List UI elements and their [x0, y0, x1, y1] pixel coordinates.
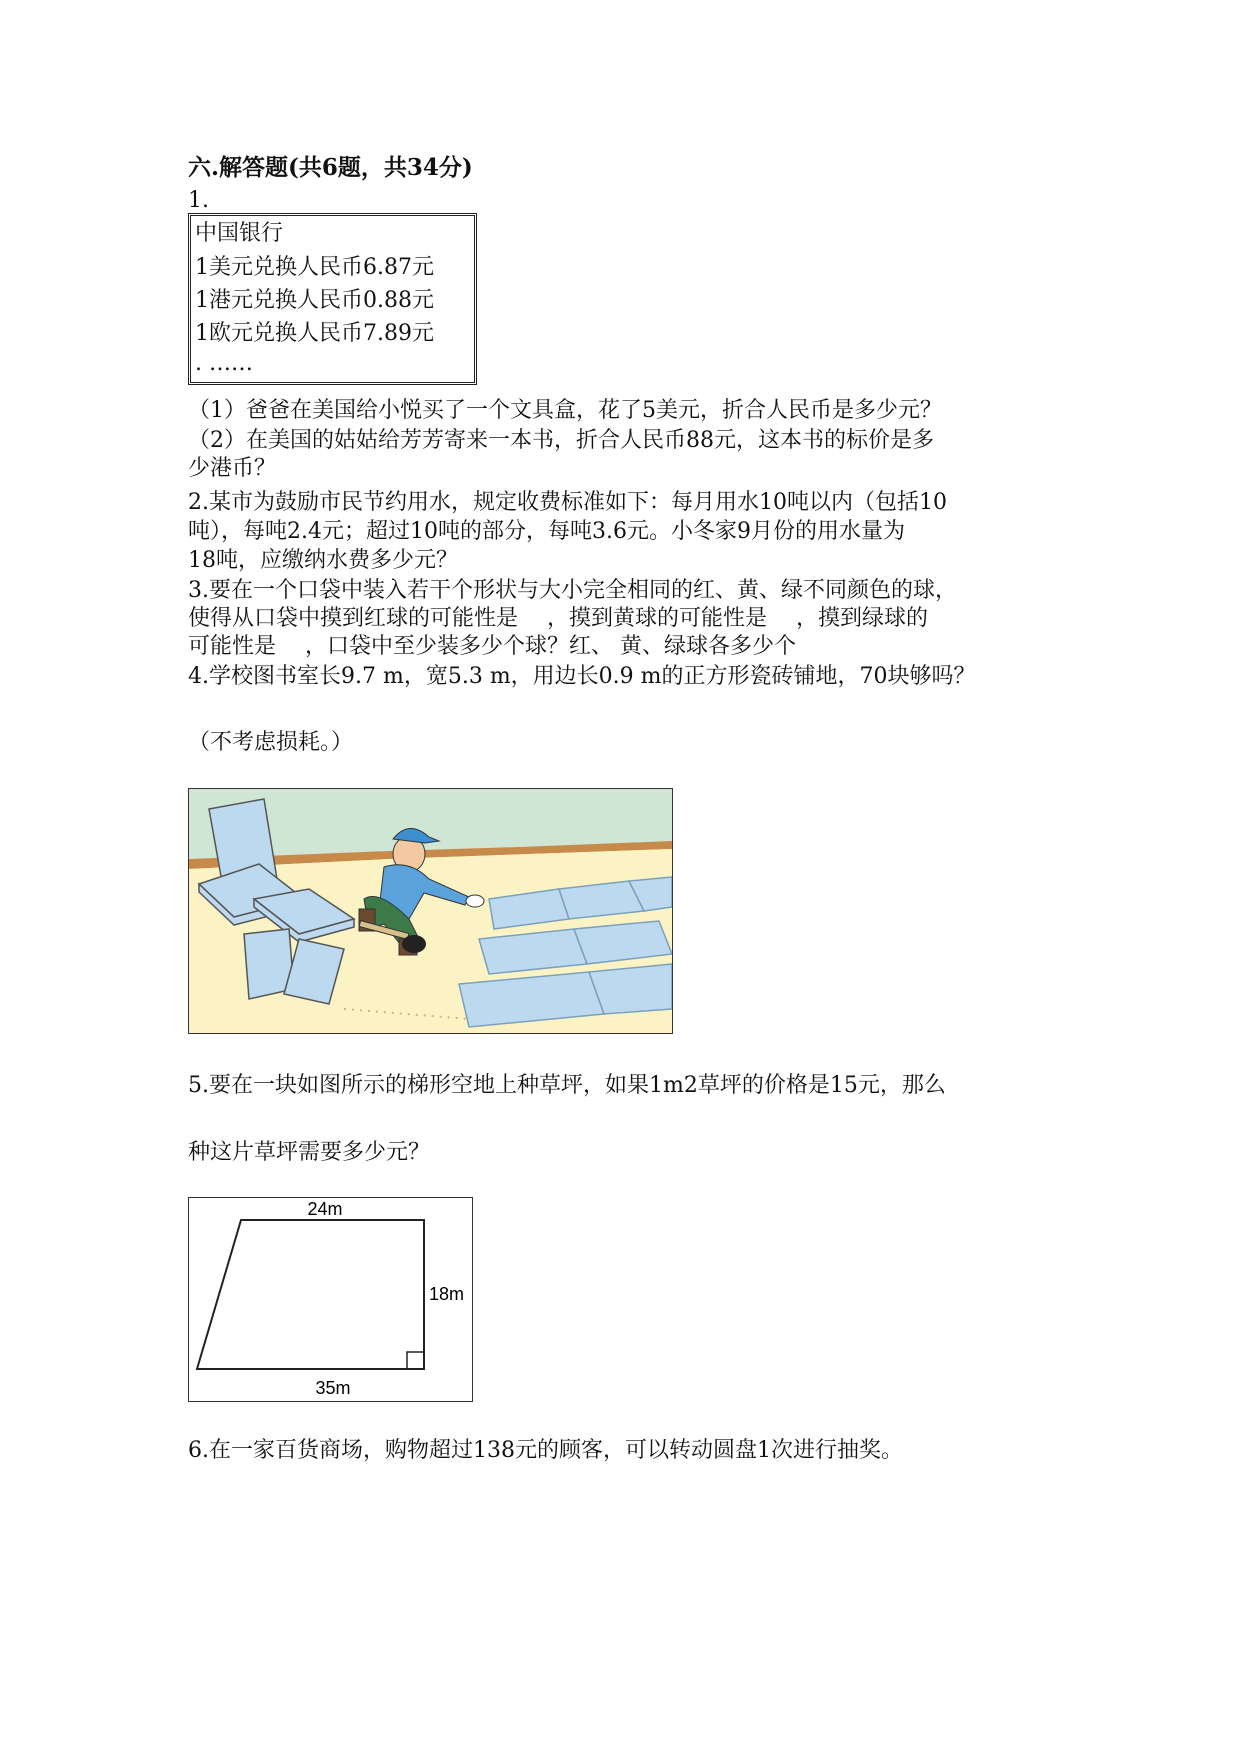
exchange-rate-box: [188, 213, 477, 385]
rate-hkd: 1港元兑换人民币0.88元: [195, 288, 434, 313]
q3-line1: 3.要在一个口袋中装入若干个形状与大小完全相同的红、黄、绿不同颜色的球，: [188, 578, 957, 603]
q5-line2: 种这片草坪需要多少元？: [188, 1140, 431, 1165]
trapezoid-svg: [189, 1198, 472, 1401]
top-base-label: 24m: [307, 1199, 343, 1219]
q6-line1: 6.在一家百货商场，购物超过138元的顾客，可以转动圆盘1次进行抽奖。: [188, 1438, 903, 1463]
section-title: 六.解答题(共6题，共34分): [188, 154, 473, 181]
bottom-base-label: 35m: [315, 1378, 351, 1398]
trapezoid-figure: [188, 1197, 473, 1402]
rate-eur: 1欧元兑换人民币7.89元: [195, 321, 434, 346]
right-angle-mark: [407, 1352, 424, 1369]
tiling-illustration-svg: [189, 789, 672, 1033]
q3-line3: 可能性是 ，口袋中至少装多少个球？红、 黄、绿球各多少个: [188, 634, 796, 659]
q3-line2: 使得从口袋中摸到红球的可能性是 ，摸到黄球的可能性是 ，摸到绿球的: [188, 606, 928, 631]
q1-part2-line2: 少港币？: [188, 456, 277, 481]
question-1-number: 1.: [188, 188, 209, 213]
height-label: 18m: [429, 1284, 465, 1304]
q5-line1: 5.要在一块如图所示的梯形空地上种草坪，如果1m2草坪的价格是15元，那么: [188, 1073, 946, 1098]
q1-part1: （1）爸爸在美国给小悦买了一个文具盒，花了5美元，折合人民币是多少元？: [188, 398, 942, 423]
q2-line2: 吨），每吨2.4元；超过10吨的部分，每吨3.6元。小冬家9月份的用水量为: [188, 519, 905, 544]
q2-line3: 18吨，应缴纳水费多少元？: [188, 548, 458, 573]
tiling-illustration: [188, 788, 673, 1034]
trapezoid-shape: [197, 1220, 424, 1369]
rate-usd: 1美元兑换人民币6.87元: [195, 255, 434, 280]
q1-part2-line1: （2）在美国的姑姑给芳芳寄来一本书，折合人民币88元，这本书的标价是多: [188, 428, 934, 453]
rate-more: . ……: [195, 351, 253, 376]
q4-line2: （不考虑损耗。）: [188, 730, 354, 755]
q2-line1: 2.某市为鼓励市民节约用水，规定收费标准如下：每月用水10吨以内（包括10: [188, 490, 947, 515]
q4-line1: 4.学校图书室长9.7 m，宽5.3 m，用边长0.9 m的正方形瓷砖铺地，70块够吗？: [188, 664, 976, 689]
bank-name: 中国银行: [195, 221, 284, 246]
